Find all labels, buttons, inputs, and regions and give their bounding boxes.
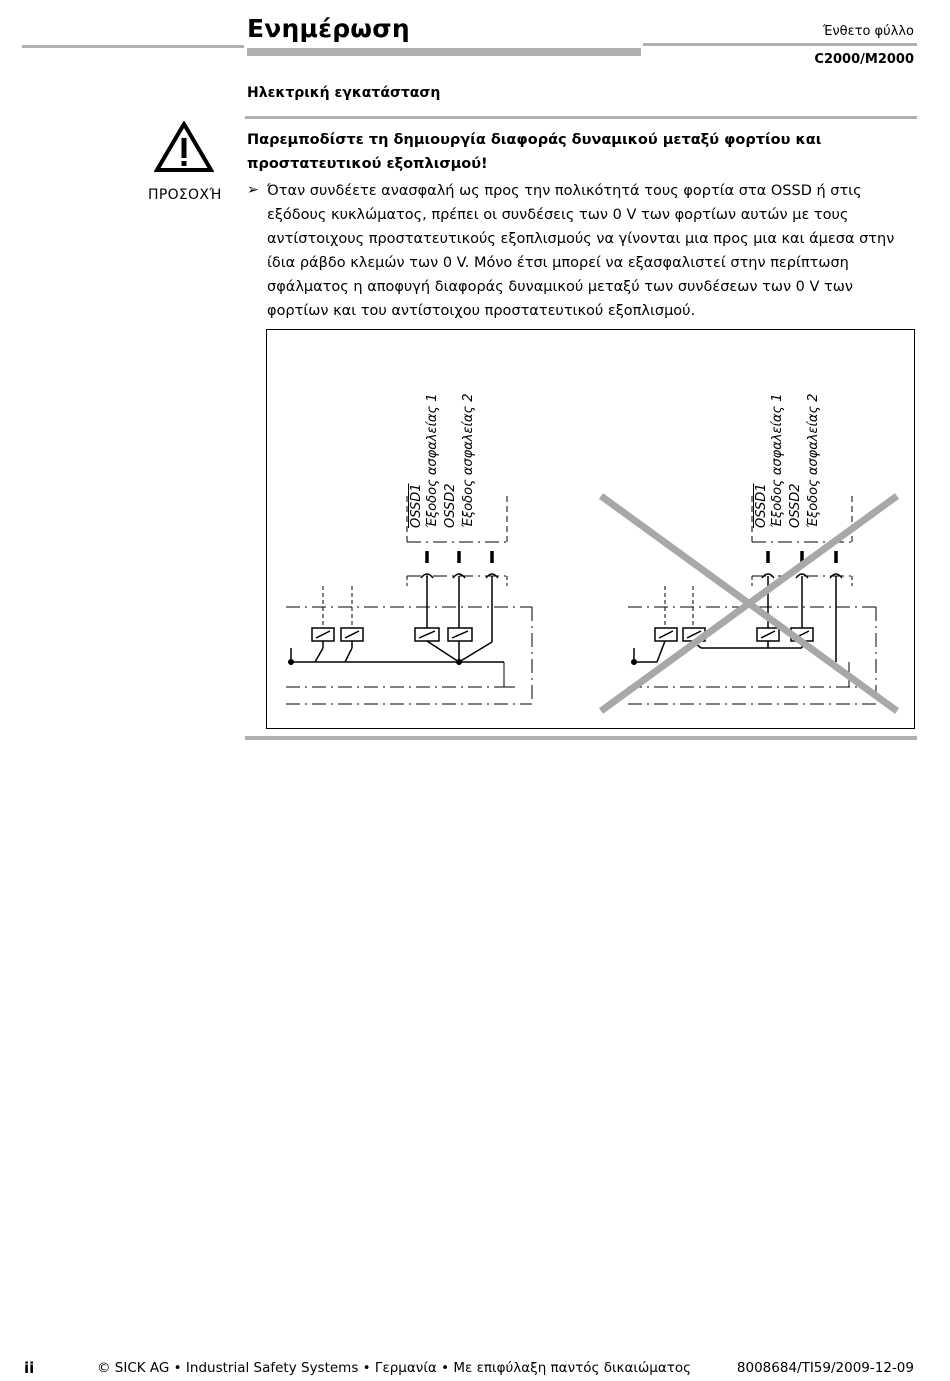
footer-copyright: © SICK AG • Industrial Safety Systems • Γερμανία • Με επιφύλαξη παντός δικαιώματος [97,1360,692,1376]
label-output2-right: Έξοδος ασφαλείας 2 [806,393,821,528]
label-ossd1-right: OSSD1 [754,483,769,528]
label-ossd2-left: OSSD2 [443,483,458,528]
document-type: Ένθετο φύλλο [822,24,914,39]
warning-label: ΠΡΟΣΟΧΉ [148,187,222,203]
label-output1-right: Έξοδος ασφαλείας 1 [770,393,785,528]
label-output1-left: Έξοδος ασφαλείας 1 [425,393,440,528]
header-rule-left [22,45,244,48]
section-heading: Ηλεκτρική εγκατάσταση [247,85,441,101]
bullet-arrow-icon: ➢ [247,182,259,198]
page-title: Ενημέρωση [247,14,410,43]
page-number: ii [24,1359,35,1377]
warning-body: Όταν συνδέετε ανασφαλή ως προς την πολικότητά τους φορτία στα OSSD ή στις εξόδους κυκλώματος, πρέπει οι συνδέσεις των 0 V των φορτίων αυτών με τους αντίστοιχους προστατευτικούς εξοπλισμούς να γίνονται μια προς μια και άμεσα στην ίδια ράβδο κλεμών των 0 V. Μόνο έτσι μπορεί να εξασφαλιστεί στην περίπτωση σφάλματος η αποφυγή διαφοράς δυναμικού μεταξύ των συνδέσεων των 0 V των φορτίων και του αντίστοιχου προστατευτικού εξοπλισμού. [267,183,895,319]
wiring-diagram-drawing [267,330,916,730]
section-rule [245,116,917,119]
wiring-diagram [266,329,915,729]
label-output2-left: Έξοδος ασφαλείας 2 [461,393,476,528]
warning-triangle-icon [154,121,214,173]
header-rule-title [247,48,641,56]
section-end-rule [245,736,917,740]
header-rule-right [643,43,917,46]
label-ossd2-right: OSSD2 [788,483,803,528]
label-ossd1-left: OSSD1 [409,483,424,528]
product-name: C2000/M2000 [814,52,914,67]
footer-document-id: 8008684/TI59/2009-12-09 [736,1360,914,1376]
warning-title: Παρεμποδίστε τη δημιουργία διαφοράς δυναμικού μεταξύ φορτίου και προστατευτικού εξοπλισμού! [247,132,822,172]
